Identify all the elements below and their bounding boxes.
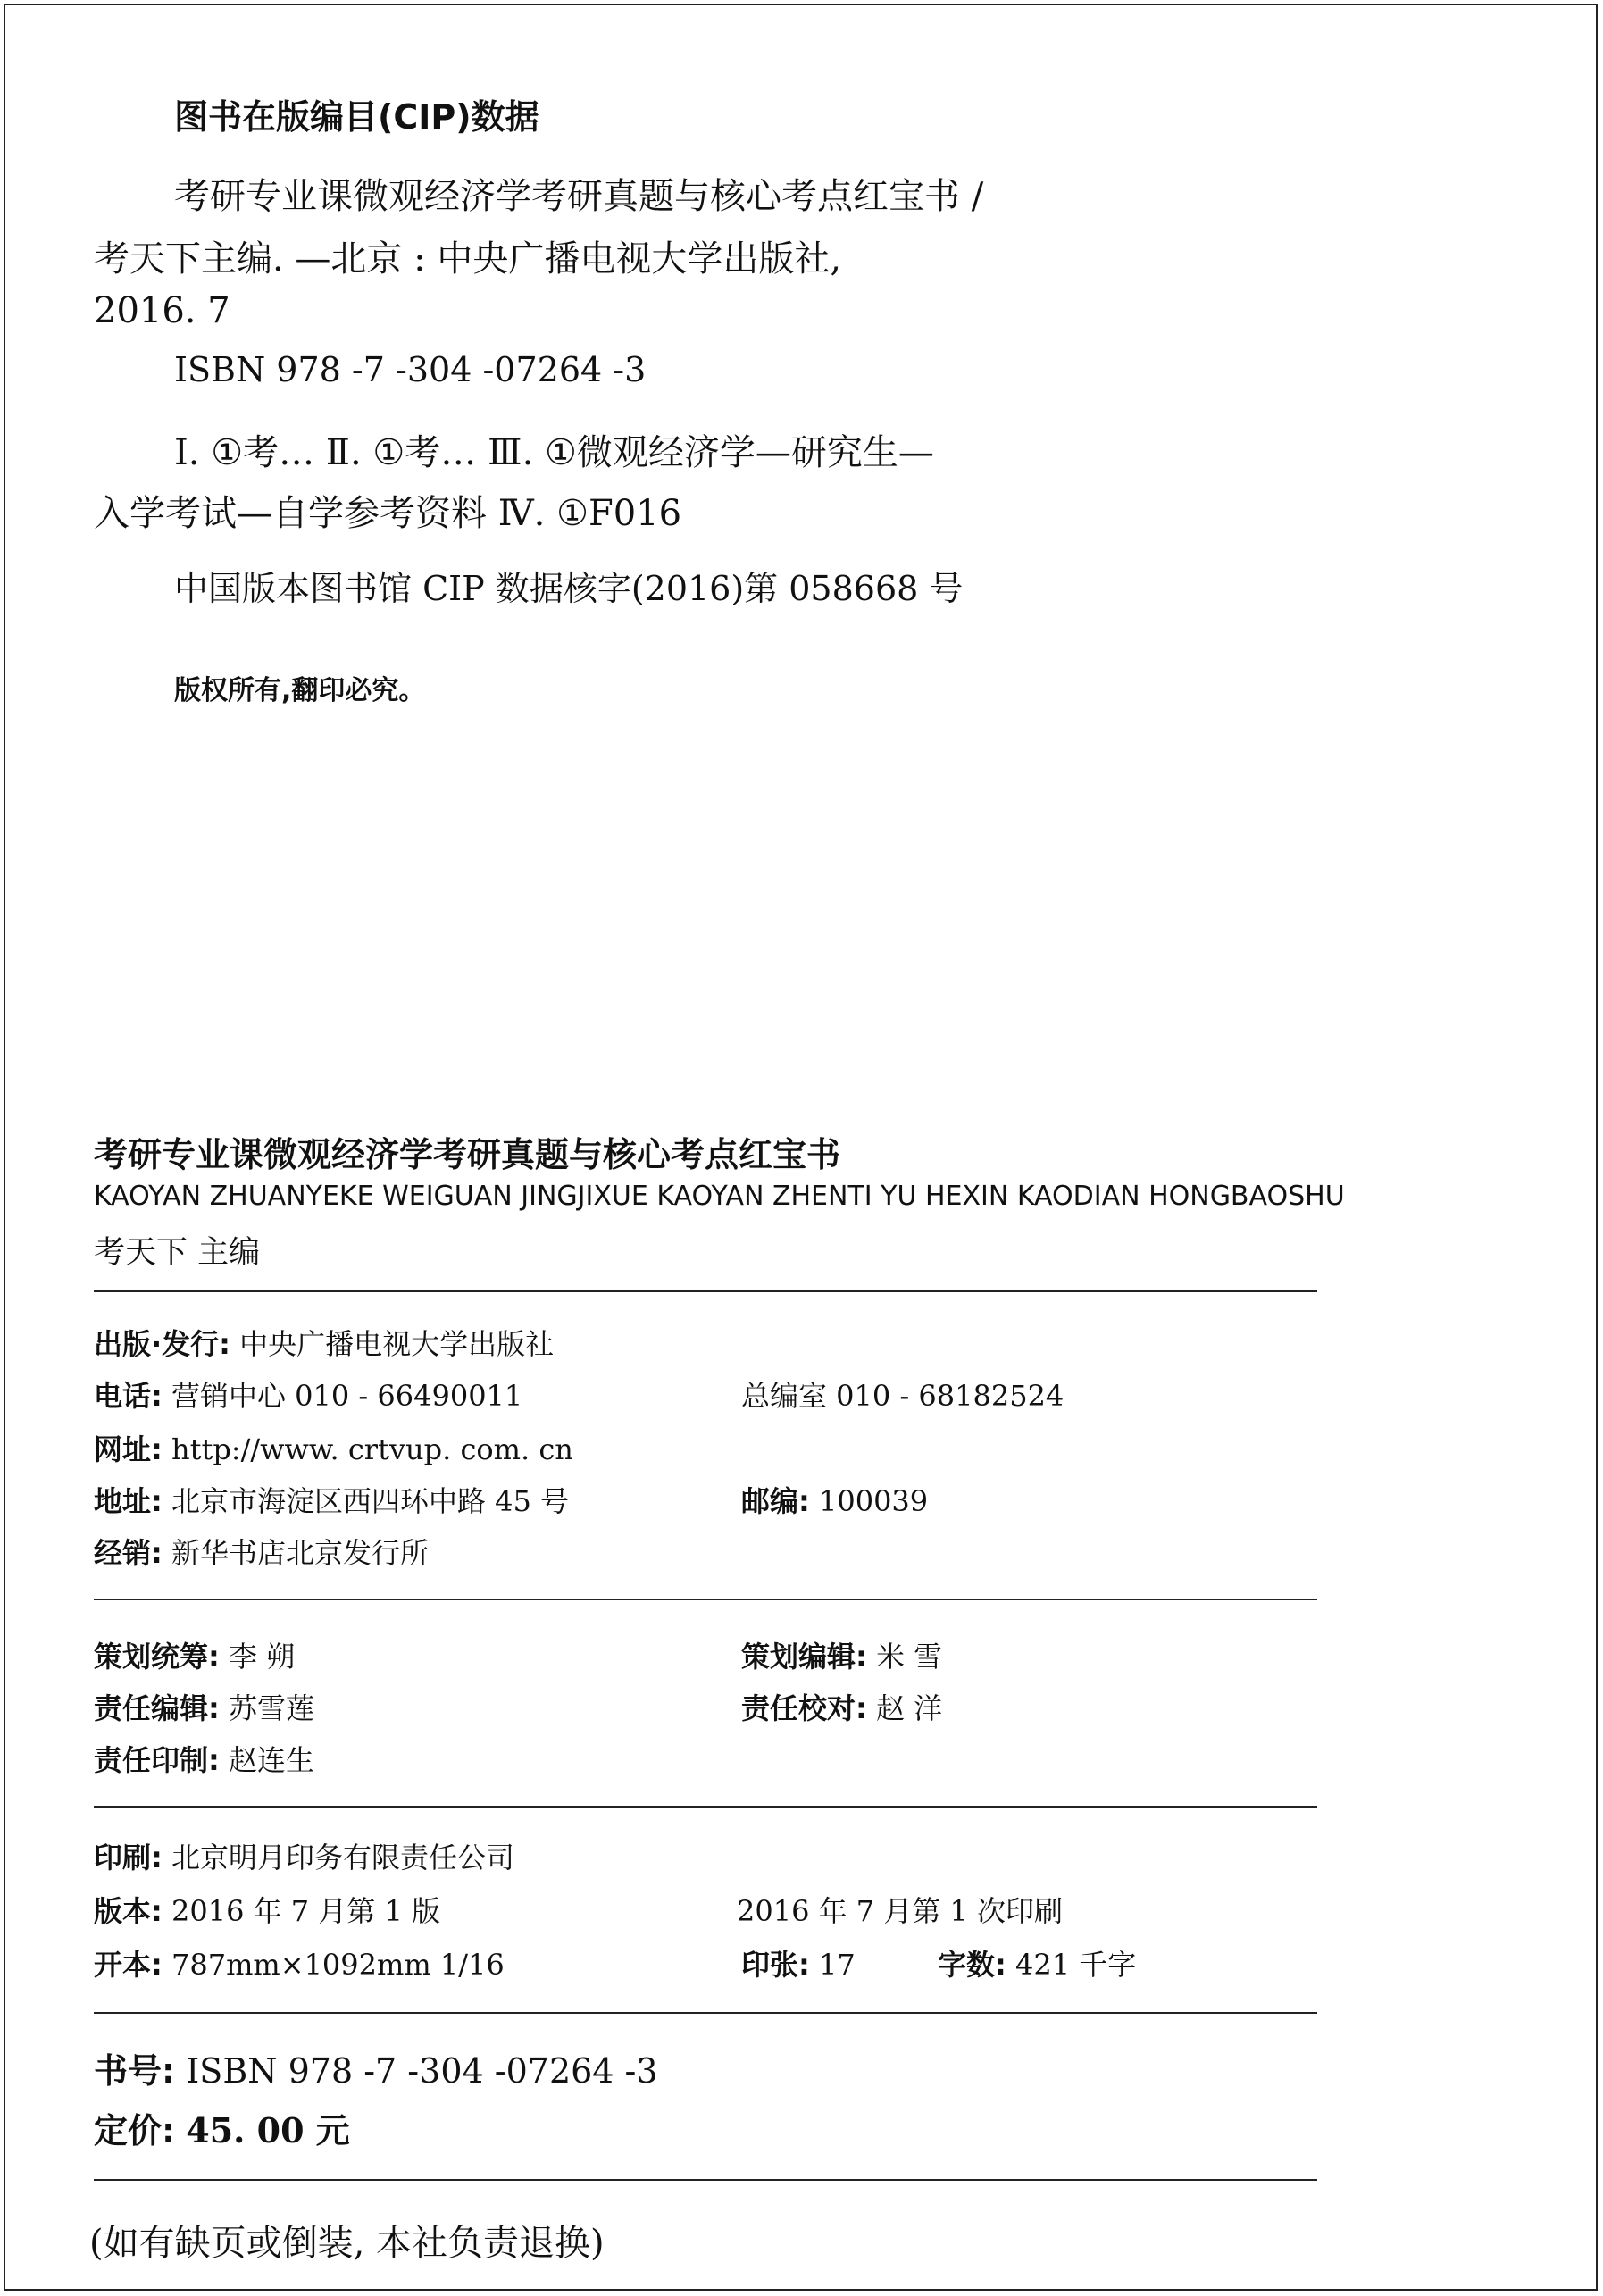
planning-value: 李 朔	[228, 1640, 296, 1674]
format-row	[94, 1942, 505, 1983]
proofreader-label: 责任校对:	[741, 1691, 867, 1725]
responsible-editor-label: 责任编辑:	[94, 1691, 220, 1725]
edition-value: 2016 年 7 月第 1 版	[171, 1894, 441, 1928]
address-row	[94, 1479, 569, 1520]
book-title: 考研专业课微观经济学考研真题与核心考点红宝书	[94, 1135, 841, 1174]
publish-label: 出版·发行:	[94, 1327, 230, 1361]
address-label: 地址:	[94, 1484, 163, 1518]
zip-value: 100039	[818, 1484, 929, 1518]
book-code-row	[94, 2043, 658, 2092]
distributor-value: 新华书店北京发行所	[171, 1536, 429, 1570]
divider-2	[94, 1599, 1317, 1600]
planning-editor-label: 策划编辑:	[741, 1640, 867, 1674]
planning-editor-value: 米 雪	[875, 1640, 943, 1674]
web-value: http://www. crtvup. com. cn	[171, 1432, 573, 1466]
address-value: 北京市海淀区西四环中路 45 号	[171, 1484, 570, 1518]
cip-classification-1: Ⅰ. ①考… Ⅱ. ①考… Ⅲ. ①微观经济学—研究生—	[174, 432, 934, 473]
print-control-row	[94, 1738, 314, 1779]
copyright-notice: 版权所有,翻印必究。	[174, 675, 426, 706]
cip-isbn: ISBN 978 -7 -304 -07264 -3	[174, 350, 647, 389]
planning-label: 策划统筹:	[94, 1640, 220, 1674]
distributor-label: 经销:	[94, 1536, 163, 1570]
price-row	[94, 2103, 350, 2152]
planning-row	[94, 1634, 295, 1675]
phone-row	[94, 1373, 522, 1415]
book-title-pinyin: KAOYAN ZHUANYEKE WEIGUAN JINGJIXUE KAOYAN ZHENTI YU HEXIN KAODIAN HONGBAOSHU	[94, 1181, 1345, 1212]
publish-value: 中央广播电视大学出版社	[239, 1327, 555, 1361]
divider-5	[94, 2179, 1317, 2181]
words-label: 字数:	[938, 1948, 1006, 1982]
cip-line-3: 2016. 7	[94, 290, 230, 331]
return-notice: (如有缺页或倒装, 本社负责退换)	[89, 2223, 605, 2264]
responsible-editor-value: 苏雪莲	[228, 1691, 314, 1725]
publisher-row	[94, 1322, 554, 1363]
cip-classification-2: 入学考试—自学参考资料 Ⅳ. ①F016	[94, 493, 682, 534]
cip-line-2: 考天下主编. —北京 : 中央广播电视大学出版社,	[94, 238, 842, 280]
edition-label: 版本:	[94, 1894, 163, 1928]
book-code-label: 书号:	[94, 2051, 176, 2091]
responsible-editor-row	[94, 1686, 314, 1727]
proofreader-row	[741, 1686, 942, 1727]
divider-3	[94, 1806, 1317, 1808]
zip-label: 邮编:	[741, 1484, 810, 1518]
print-control-value: 赵连生	[228, 1743, 314, 1777]
book-code-value: ISBN 978 -7 -304 -07264 -3	[186, 2051, 658, 2091]
impression: 2016 年 7 月第 1 次印刷	[737, 1894, 1064, 1928]
zip-row	[741, 1479, 928, 1520]
cip-line-1: 考研专业课微观经济学考研真题与核心考点红宝书 /	[174, 176, 984, 217]
phone-value: 营销中心 010 - 66490011	[171, 1379, 523, 1413]
planning-editor-row	[741, 1634, 942, 1675]
printer-value: 北京明月印务有限责任公司	[171, 1841, 514, 1874]
web-row	[94, 1427, 573, 1468]
cip-heading: 图书在版编目(CIP)数据	[174, 97, 539, 137]
edition-row	[94, 1889, 440, 1930]
sheets-label: 印张:	[741, 1948, 810, 1982]
proofreader-value: 赵 洋	[875, 1691, 943, 1725]
cip-verify-number: 中国版本图书馆 CIP 数据核字(2016)第 058668 号	[174, 569, 964, 608]
format-label: 开本:	[94, 1948, 163, 1982]
phone-editorial: 总编室 010 - 68182524	[741, 1379, 1064, 1413]
distributor-row	[94, 1531, 429, 1572]
divider-1	[94, 1290, 1317, 1292]
printer-row	[94, 1835, 514, 1876]
sheets-value: 17	[818, 1948, 856, 1982]
sheets-row	[741, 1942, 856, 1983]
book-editor: 考天下 主编	[94, 1235, 261, 1271]
print-control-label: 责任印制:	[94, 1743, 220, 1777]
words-value: 421 千字	[1014, 1948, 1137, 1982]
phone-label: 电话:	[94, 1379, 163, 1413]
price-value: 45. 00 元	[186, 2110, 350, 2150]
web-label: 网址:	[94, 1432, 163, 1466]
format-value: 787mm×1092mm 1/16	[171, 1948, 505, 1982]
words-row	[938, 1942, 1136, 1983]
divider-4	[94, 2012, 1317, 2014]
price-label: 定价:	[94, 2111, 176, 2150]
printer-label: 印刷:	[94, 1841, 163, 1874]
